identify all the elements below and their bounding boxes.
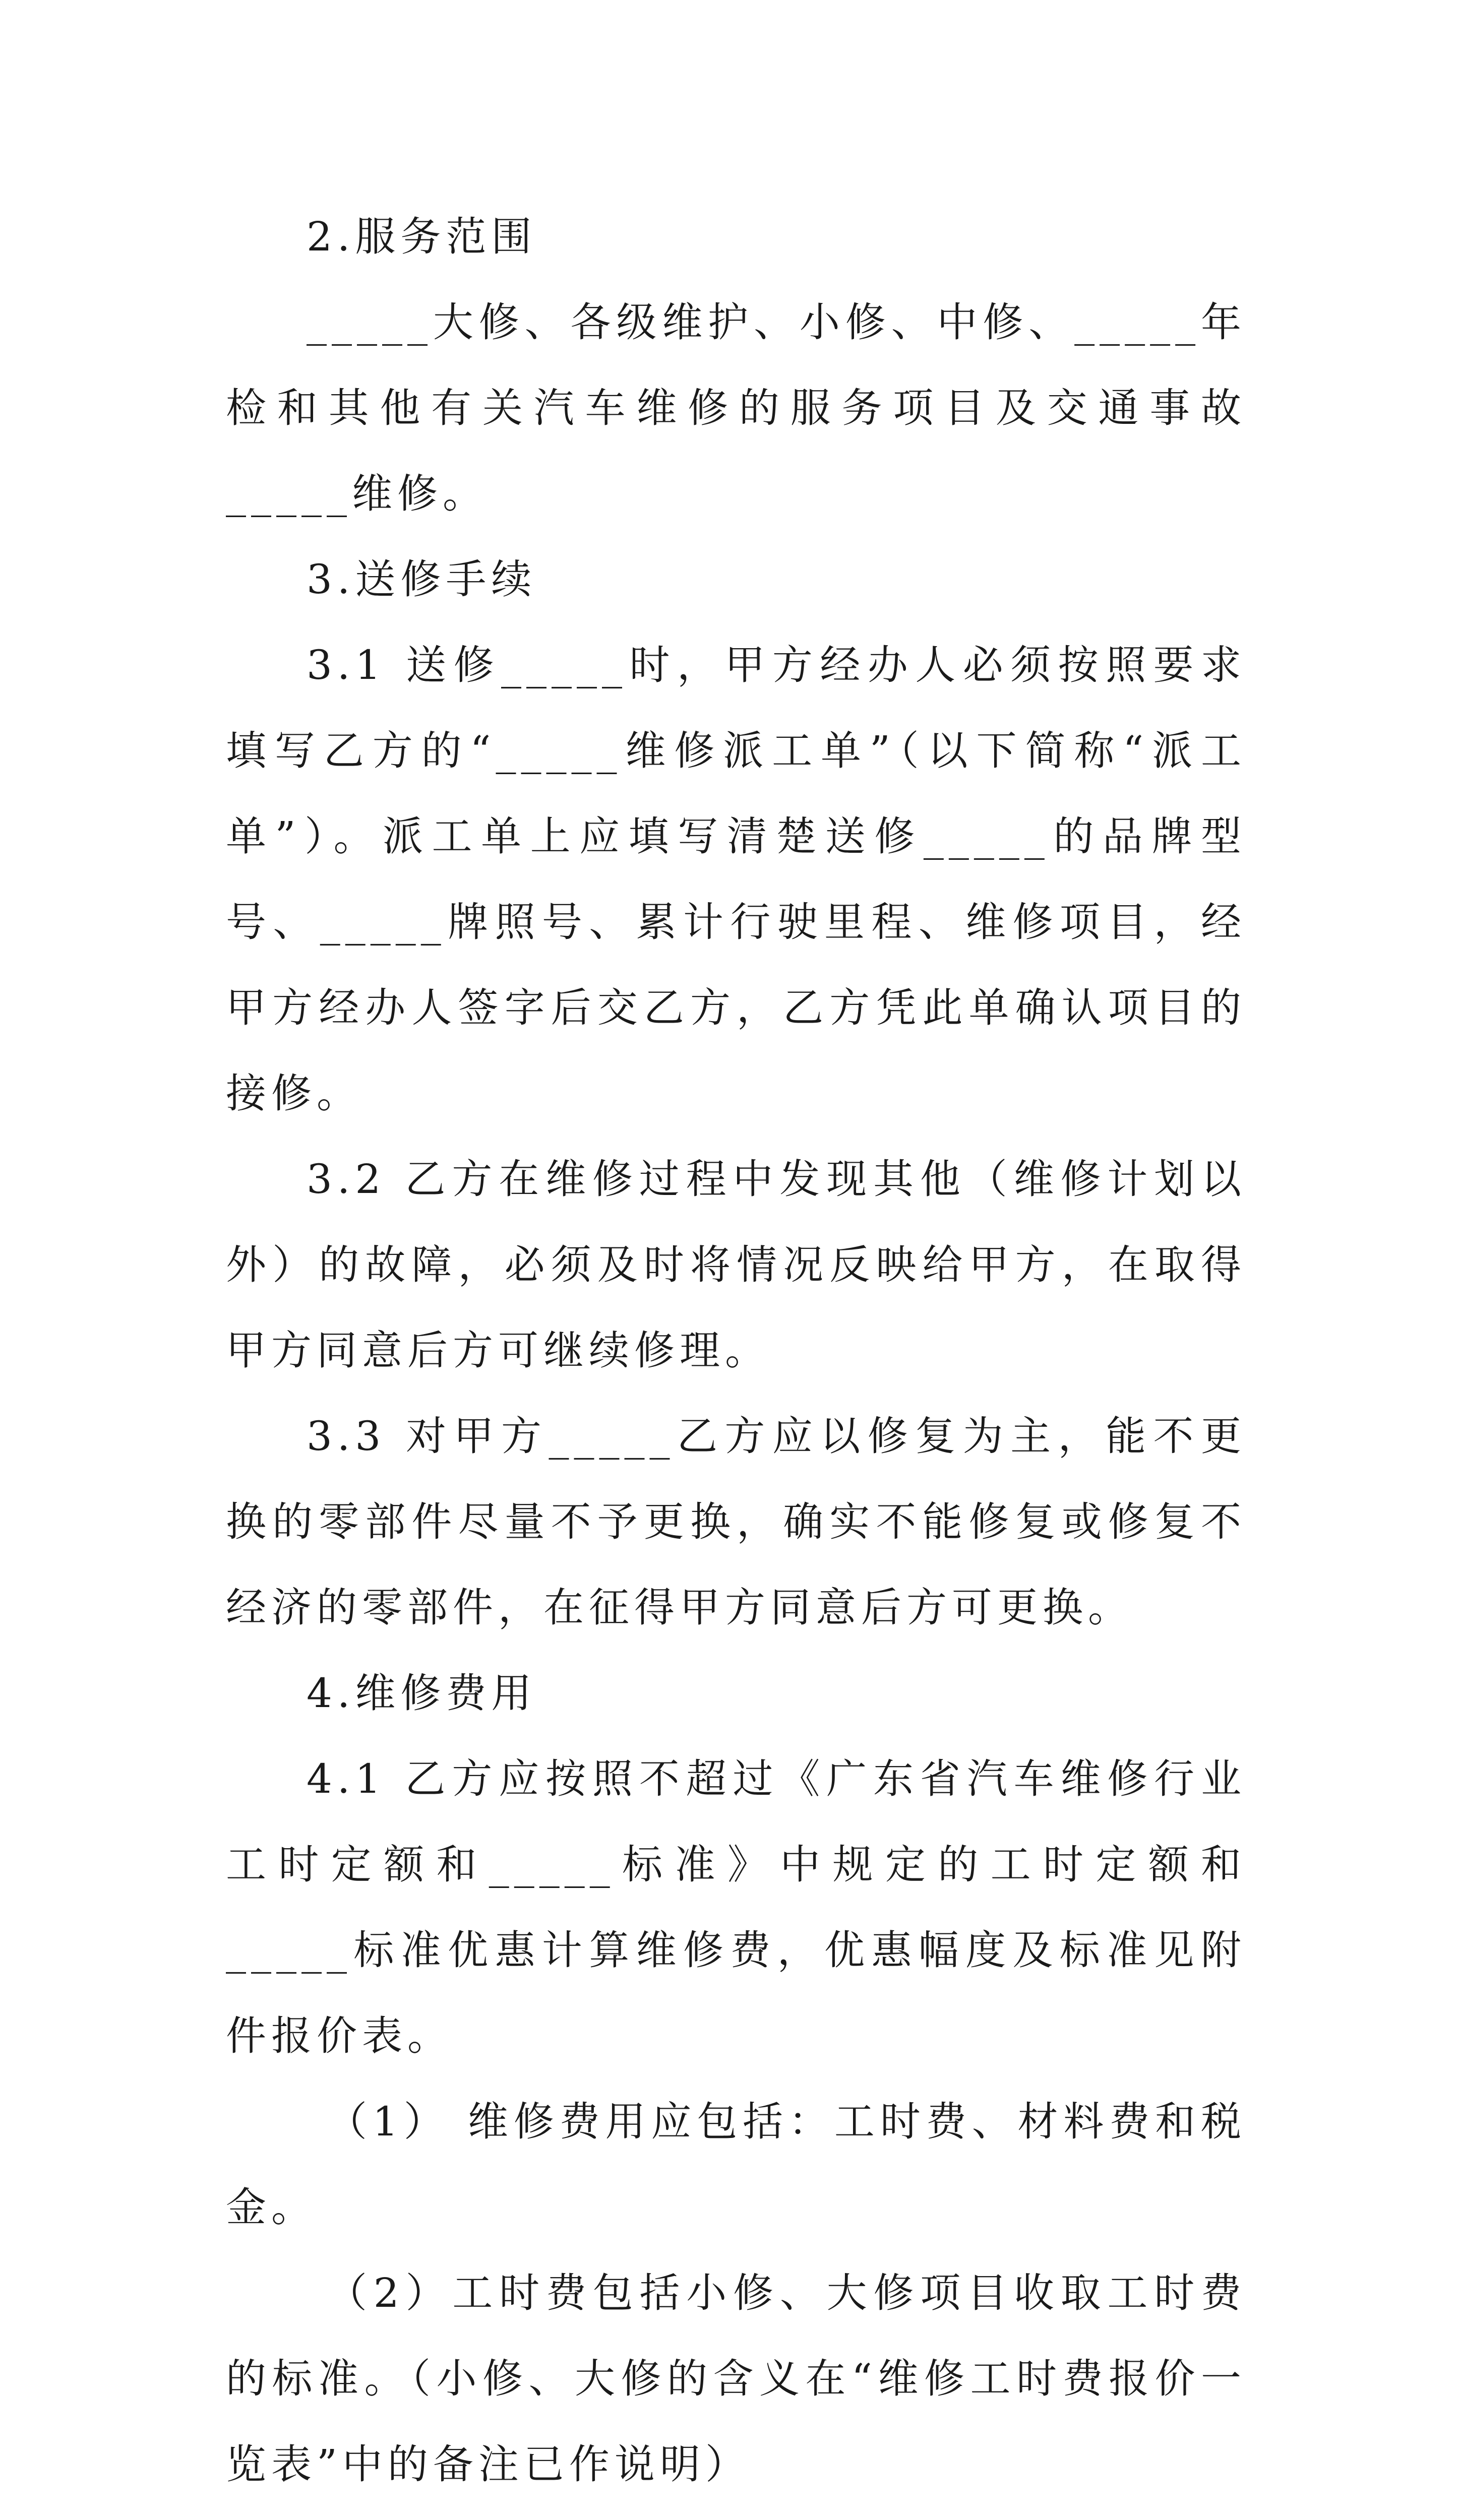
paragraph-3-1: 3.1 送修_____时，甲方经办人必须按照要求填写乙方的“_____维修派工单”（以下简称“派工单”）。派工单上应填写清楚送修_____的品牌型号、_____牌照号、累计行驶里程、维修项目，经甲方经办人签字后交乙方，乙方凭此单确认项目的接修。 [226,642,1246,1117]
section-heading-repair-procedure: 3.送修手续 [307,556,537,603]
section-heading-repair-fees: 4.维修费用 [307,1670,537,1717]
paragraph-3-2: 3.2 乙方在维修过程中发现其他（维修计划以外）的故障，必须及时将情况反映给甲方，在取得甲方同意后方可继续修理。 [226,1156,1246,1374]
section-heading-service-scope: 2.服务范围 [307,213,537,260]
paragraph-4-1: 4.1 乙方应按照不超过《广东省汽车维修行业工时定额和_____标准》中规定的工时定额和_____标准优惠计算维修费，优惠幅度及标准见附件报价表。 [226,1755,1246,2059]
paragraph-3-3: 3.3 对甲方_____乙方应以修复为主，能不更换的零部件尽量不予更换，确实不能修复或修复不经济的零部件，在征得甲方同意后方可更换。 [226,1413,1246,1631]
list-item-3 [226,2507,1246,2520]
paragraph-service-scope: _____大修、各级维护、小修、中修、_____年检和其他有关汽车维修的服务项目及交通事故_____维修。 [226,299,1246,517]
document-body [226,194,1246,2520]
list-item-2: （2）工时费包括小修、大修项目收取工时费的标准。（小修、大修的含义在“维修工时费报价一览表”中的备注已作说明） [226,2270,1246,2488]
list-item-1: （1） 维修费用应包括：工时费、材料费和税金。 [226,2098,1246,2231]
